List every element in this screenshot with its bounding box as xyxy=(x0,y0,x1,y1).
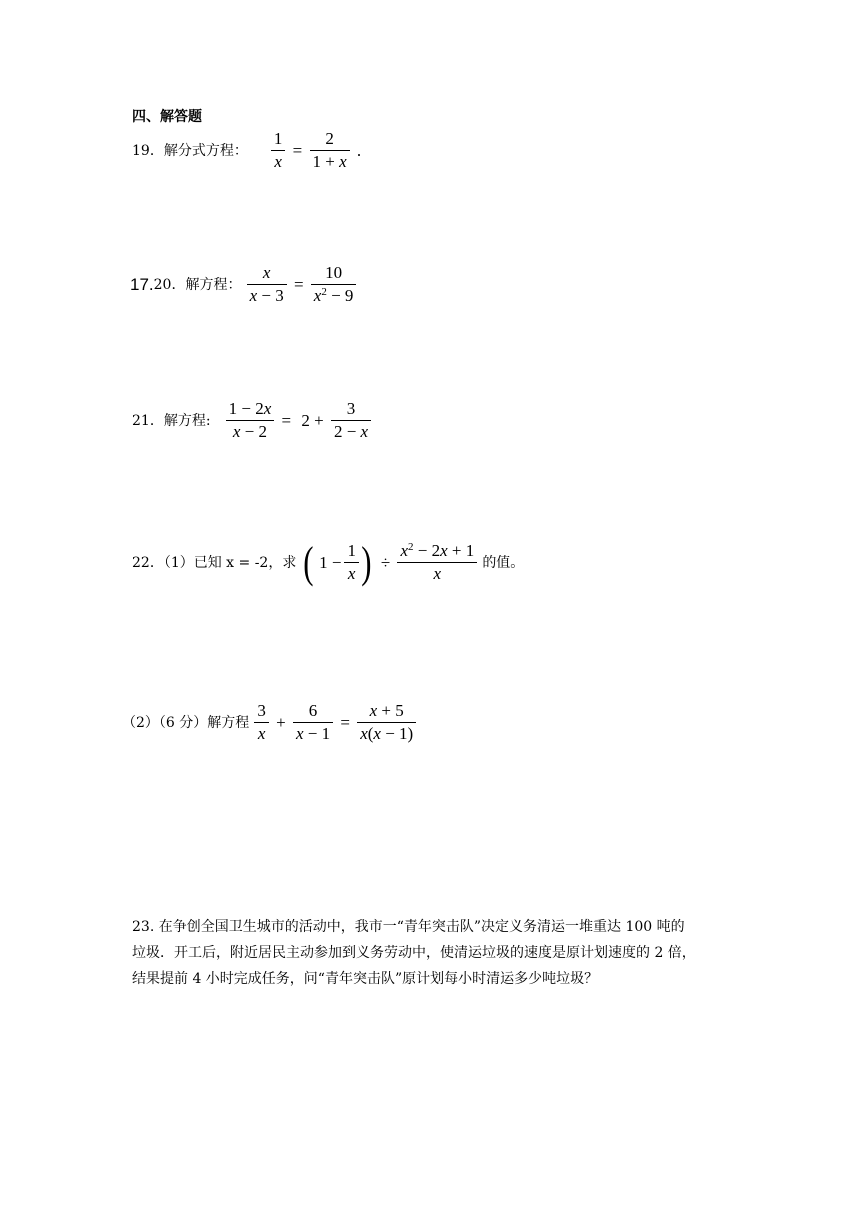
q23-line-3: 结果提前 4 小时完成任务，问“青年突击队”原计划每小时清运多少吨垃圾？ xyxy=(132,971,599,987)
q23-line-1: 23. 在争创全国卫生城市的活动中，我市一“青年突击队”决定义务清运一堆重达 100 吨的 xyxy=(132,919,685,935)
q22-inner-numerator: 1 xyxy=(347,541,356,560)
q22b-a-numerator: 3 xyxy=(257,701,266,720)
q20-label: 20．解方程： xyxy=(153,276,242,293)
question-22-part-2 xyxy=(122,700,416,745)
q21-label: 21．解方程: xyxy=(132,412,211,429)
q22-rhs-fraction xyxy=(397,540,477,585)
q22b-fraction-b xyxy=(293,700,333,745)
q21-lhs-numerator: 1 − 2x xyxy=(228,399,272,418)
q22b-a-denominator: x xyxy=(257,724,266,743)
q22-rhs-denominator: x xyxy=(433,564,442,583)
q22-left-paren: ( xyxy=(303,537,314,587)
q20-lhs-fraction xyxy=(247,262,287,307)
q20-lhs-numerator: x xyxy=(262,263,271,282)
q19-lhs-fraction xyxy=(271,128,286,173)
q20-equals: = xyxy=(293,274,304,294)
q22b-fraction-c xyxy=(357,700,416,745)
q22b-b-denominator: x − 1 xyxy=(295,724,331,743)
q22-expression xyxy=(301,537,477,587)
q20-rhs-numerator: 10 xyxy=(325,263,343,282)
q22b-label: （2）（6 分）解方程 xyxy=(122,714,250,731)
question-19 xyxy=(132,128,364,173)
q19-lhs-numerator: 1 xyxy=(273,129,283,148)
q22-rhs-numerator: $x^2 - 2x + 1$ xyxy=(400,541,475,560)
q21-lhs-denominator: x − 2 xyxy=(232,422,268,441)
q22-right-paren: ) xyxy=(361,537,372,587)
q21-equation xyxy=(226,398,371,443)
q19-period: . xyxy=(356,140,362,160)
q20-rhs-denominator: $x^2 - 9$ xyxy=(313,286,354,305)
q22-end: 的值。 xyxy=(482,554,525,571)
q19-rhs-numerator: 2 xyxy=(325,129,334,148)
q21-rhs-denominator: 2 − x xyxy=(333,422,369,441)
q21-rhs-fraction xyxy=(331,398,371,443)
question-20 xyxy=(130,262,356,307)
q20-lhs-denominator: x − 3 xyxy=(249,286,284,305)
q22-divide: ÷ xyxy=(380,552,391,572)
q22-label: 22．（1）已知 x = -2，求 xyxy=(132,554,297,571)
q20-rhs-fraction xyxy=(311,262,357,307)
q19-equals: = xyxy=(292,140,303,160)
q19-rhs-denominator: 1 + x xyxy=(312,152,347,171)
q22b-equals: = xyxy=(340,712,350,732)
q19-rhs-fraction xyxy=(310,128,350,173)
q23-line-2: 垃圾．开工后，附近居民主动参加到义务劳动中，使清运垃圾的速度是原计划速度的 2 倍， xyxy=(132,945,696,961)
q21-lhs-fraction xyxy=(226,398,275,443)
q22-inner-fraction xyxy=(344,540,359,585)
q22b-fraction-a xyxy=(254,700,269,745)
q20-equation xyxy=(247,262,357,307)
q20-prefix: 17. xyxy=(130,274,154,294)
q22-inner-term: 1 − xyxy=(319,552,342,572)
q21-rhs-numerator: 3 xyxy=(346,399,356,418)
question-21 xyxy=(132,398,371,443)
q21-constant: 2 + xyxy=(301,410,324,430)
q22-inner-denominator: x xyxy=(347,564,356,583)
q21-equals: = xyxy=(281,410,292,430)
question-23 xyxy=(132,914,752,992)
q22b-b-numerator: 6 xyxy=(308,701,318,720)
section-heading: 四、解答题 xyxy=(132,109,202,125)
q19-lhs-denominator: x xyxy=(274,152,282,171)
q22b-equation xyxy=(254,700,416,745)
q22b-c-numerator: x + 5 xyxy=(369,701,404,720)
q22b-plus: + xyxy=(276,712,286,732)
q19-equation xyxy=(271,128,364,173)
q19-label: 19．解分式方程： xyxy=(132,142,248,159)
q22b-c-denominator: x(x − 1) xyxy=(360,724,414,743)
question-22-part-1 xyxy=(132,537,525,587)
